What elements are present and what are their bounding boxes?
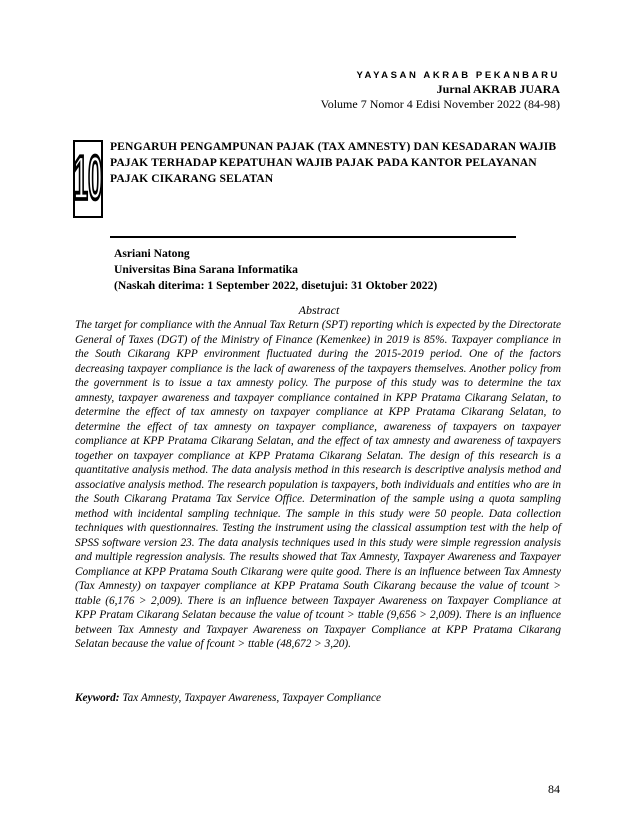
author-name: Asriani Natong	[114, 247, 190, 260]
abstract-body: The target for compliance with the Annual Tax Return (SPT) reporting which is expected by the Directorate General of Taxes (DGT) of the Ministry of Finance (Kemenkee) in 2019 is 85%. Taxpayer compliance in the South Cikarang KPP environment fluctuated during the 2015-2019 period. One of the factors decreasing taxpayer compliance is the lack of awareness of the taxpayers themselves. Another policy from the government is to issue a tax amnesty policy. The purpose of this study was to determine the tax amnesty, taxpayer awareness and taxpayer compliance contained in KPP Pratama Cikarang Selatan, to determine the effect of tax amnesty on taxpayer compliance at KPP Pratama Cikarang Selatan, to determine the effect of tax amnesty on taxpayer compliance, awareness of taxpayers on taxpayer compliance at KPP Pratama Cikarang Selatan, and the effect of tax amnesty and awareness of taxpayers together on taxpayer compliance at KPP Pratama Cikarang Selatan. The design of this research is a quantitative analysis method. The data analysis method in this research is descriptive analysis method and associative analysis method. The research population is taxpayers, both individuals and entities who are in the South Cikarang Pratama Tax Service Office. Determination of the sample using a quota sampling method with incidental sampling technique. The sample in this study were 50 people. Data collection techniques with questionnaires. Testing the instrument using the classical assumption test with the help of SPSS software version 23. The data analysis techniques used in this study were simple regression analysis and multiple regression analysis. The results showed that Tax Amnesty, Taxpayer Awareness and Taxpayer Compliance at KPP Pratama South Cikarang were quite good. There is an influence between Tax Amnesty (Tax Amnesty) on taxpayer compliance at KPP Pratama South Cikarang because the value of tcount > ttable (6,176 > 2,009). There is an influence between Taxpayer Awareness on Taxpayer Compliance at KPP Pratam Cikarang Selatan because the value of tcount > ttable (9,656 > 2,009). There is an influence between Tax Amnesty and Taxpayer Awareness on Taxpayer Compliance at KPP Pratama Cikarang Selatan because the value of fcount > ttable (48,672 > 3,20).	[75, 319, 561, 650]
title-divider	[110, 236, 516, 238]
abstract-heading: Abstract	[298, 303, 340, 317]
article-number: 10	[73, 144, 103, 214]
article-number-box	[73, 140, 103, 218]
manuscript-dates: (Naskah diterima: 1 September 2022, disetujui: 31 Oktober 2022)	[114, 279, 438, 292]
keywords-text: Tax Amnesty, Taxpayer Awareness, Taxpayer Compliance	[119, 692, 382, 704]
keywords-line	[75, 692, 381, 704]
journal-name: Jurnal AKRAB JUARA	[436, 82, 560, 96]
author-institution: Universitas Bina Sarana Informatika	[114, 263, 298, 276]
publisher-name: YAYASAN AKRAB PEKANBARU	[356, 70, 560, 81]
article-number-glyph	[75, 142, 101, 216]
page-number: 84	[548, 782, 560, 796]
article-title: PENGARUH PENGAMPUNAN PAJAK (TAX AMNESTY) DAN KESADARAN WAJIB PAJAK TERHADAP KEPATUHAN WAJIB PAJAK PADA KANTOR PELAYANAN PAJAK CIKARANG SELATAN	[110, 140, 557, 186]
volume-info: Volume 7 Nomor 4 Edisi November 2022 (84-98)	[320, 97, 560, 111]
keywords-label: Keyword:	[75, 692, 120, 704]
